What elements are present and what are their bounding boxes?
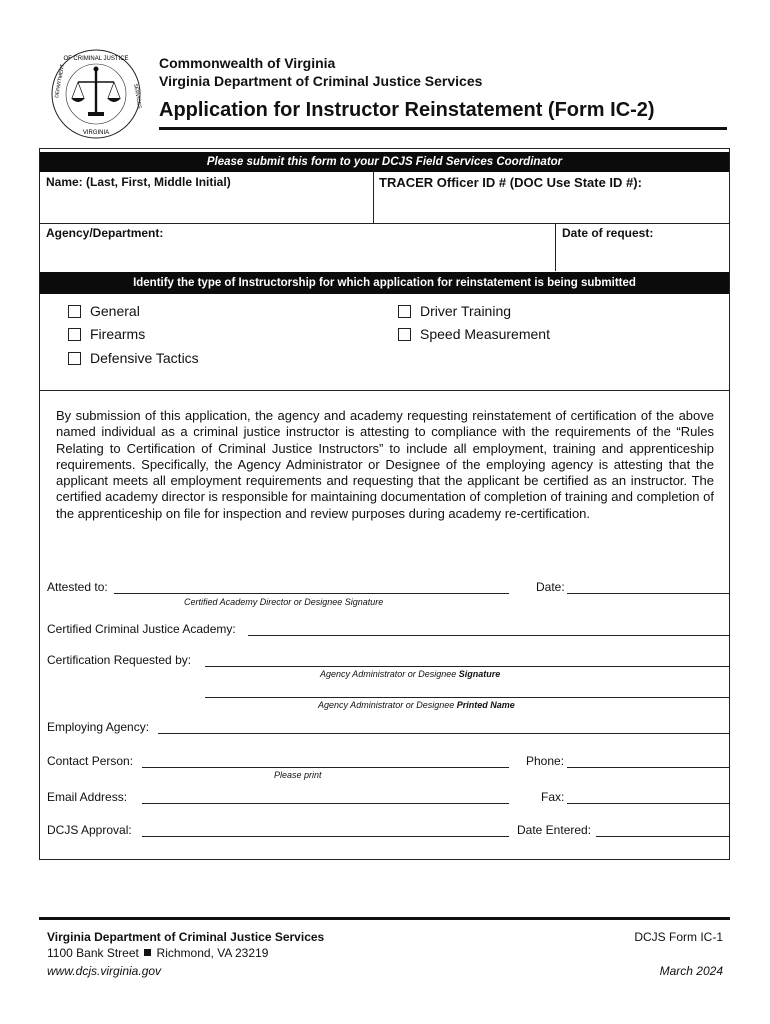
contact-person-line[interactable] bbox=[142, 767, 509, 768]
tracer-id-label: TRACER Officer ID # (DOC Use State ID #): bbox=[379, 175, 642, 190]
row-divider bbox=[40, 223, 729, 224]
attested-to-label: Attested to: bbox=[47, 580, 108, 594]
attested-signature-line[interactable] bbox=[114, 593, 509, 594]
firearms-label: Firearms bbox=[90, 326, 146, 342]
driver-training-checkbox[interactable] bbox=[398, 305, 411, 318]
fax-label: Fax: bbox=[541, 790, 565, 804]
contact-person-caption: Please print bbox=[274, 770, 322, 780]
date-entered-label: Date Entered: bbox=[517, 823, 592, 837]
attested-caption: Certified Academy Director or Designee Signature bbox=[184, 597, 384, 607]
dcjs-approval-line[interactable] bbox=[142, 836, 509, 837]
attested-date-line[interactable] bbox=[567, 593, 730, 594]
agency-field[interactable] bbox=[42, 242, 550, 268]
instructorship-type-banner: Identify the type of Instructorship for which application for reinstatement is being submitted bbox=[40, 272, 729, 294]
agency-label: Agency/Department: bbox=[46, 226, 164, 240]
attested-date-label: Date: bbox=[536, 580, 565, 594]
general-label: General bbox=[90, 303, 140, 319]
header-department: Virginia Department of Criminal Justice Services bbox=[159, 73, 483, 89]
administrator-signature-line[interactable] bbox=[205, 666, 730, 667]
tracer-id-field[interactable] bbox=[376, 192, 726, 220]
seal-text-left: DEPARTMENT bbox=[54, 63, 66, 99]
footer-date: March 2024 bbox=[659, 964, 723, 978]
page-title: Application for Instructor Reinstatement (Form IC-2) bbox=[159, 99, 655, 121]
option-speed-measurement[interactable] bbox=[398, 326, 550, 342]
fax-line[interactable] bbox=[567, 803, 730, 804]
firearms-checkbox[interactable] bbox=[68, 328, 81, 341]
date-entered-line[interactable] bbox=[596, 836, 730, 837]
footer-form-id: DCJS Form IC-1 bbox=[634, 930, 723, 944]
seal-text-bottom: VIRGINIA bbox=[82, 130, 110, 136]
dcjs-seal-logo bbox=[50, 48, 142, 140]
speed-measurement-checkbox[interactable] bbox=[398, 328, 411, 341]
footer-website-link[interactable]: www.dcjs.virginia.gov bbox=[47, 964, 162, 978]
administrator-name-line[interactable] bbox=[205, 697, 730, 698]
phone-label: Phone: bbox=[526, 754, 565, 768]
email-line[interactable] bbox=[142, 803, 509, 804]
bullet-square-icon bbox=[144, 949, 151, 956]
footer-rule bbox=[39, 917, 730, 920]
defensive-tactics-checkbox[interactable] bbox=[68, 352, 81, 365]
name-field[interactable] bbox=[42, 190, 370, 220]
option-general[interactable] bbox=[68, 303, 140, 319]
employing-agency-label: Employing Agency: bbox=[47, 720, 150, 734]
seal-text-top: OF CRIMINAL JUSTICE bbox=[63, 56, 129, 62]
option-defensive-tactics[interactable] bbox=[68, 350, 199, 366]
footer-address bbox=[47, 946, 268, 960]
administrator-signature-caption: Agency Administrator or Designee Signature bbox=[320, 669, 501, 679]
date-of-request-field[interactable] bbox=[558, 242, 726, 268]
footer-city: Richmond, VA 23219 bbox=[156, 946, 269, 960]
option-driver-training[interactable] bbox=[398, 303, 511, 319]
attestation-paragraph: By submission of this application, the agency and academy requesting reinstatement of certification of the above named individual as a criminal justice instructor is attesting to compliance with the requirements of the “Rules Relating to Certification of Criminal Justice Instructors” to include all employment, training and apprenticeship requirements. Specifically, the Agency Administrator or Designee of the employing agency is attesting that the applicant meets all employment requirements and requesting that the applicant be certified as an instructor. The certified academy director is responsible for maintaining documentation of completion of training and completion of the apprenticeship on file for inspection and review purposes during academy re-certification. bbox=[56, 408, 714, 521]
driver-training-label: Driver Training bbox=[420, 303, 512, 319]
agency-date-divider bbox=[555, 223, 556, 271]
speed-measurement-label: Speed Measurement bbox=[420, 326, 550, 342]
academy-label: Certified Criminal Justice Academy: bbox=[47, 622, 236, 636]
title-underline bbox=[159, 127, 727, 130]
footer-street: 1100 Bank Street bbox=[47, 946, 139, 960]
defensive-tactics-label: Defensive Tactics bbox=[90, 350, 199, 366]
academy-line[interactable] bbox=[248, 635, 730, 636]
phone-line[interactable] bbox=[567, 767, 730, 768]
employing-agency-line[interactable] bbox=[158, 733, 730, 734]
header-commonwealth: Commonwealth of Virginia bbox=[159, 55, 336, 71]
date-of-request-label: Date of request: bbox=[562, 226, 654, 240]
email-label: Email Address: bbox=[47, 790, 128, 804]
seal-text-right: SERVICES bbox=[132, 83, 142, 110]
name-label: Name: (Last, First, Middle Initial) bbox=[46, 175, 231, 189]
contact-person-label: Contact Person: bbox=[47, 754, 134, 768]
certification-requested-label: Certification Requested by: bbox=[47, 653, 192, 667]
administrator-name-caption: Agency Administrator or Designee Printed Name bbox=[318, 700, 515, 710]
name-tracer-divider bbox=[373, 172, 374, 223]
general-checkbox[interactable] bbox=[68, 305, 81, 318]
footer-organization: Virginia Department of Criminal Justice Services bbox=[47, 930, 325, 944]
section-divider bbox=[40, 390, 729, 391]
option-firearms[interactable] bbox=[68, 326, 145, 342]
dcjs-approval-label: DCJS Approval: bbox=[47, 823, 132, 837]
submission-banner: Please submit this form to your DCJS Field Services Coordinator bbox=[40, 152, 729, 172]
